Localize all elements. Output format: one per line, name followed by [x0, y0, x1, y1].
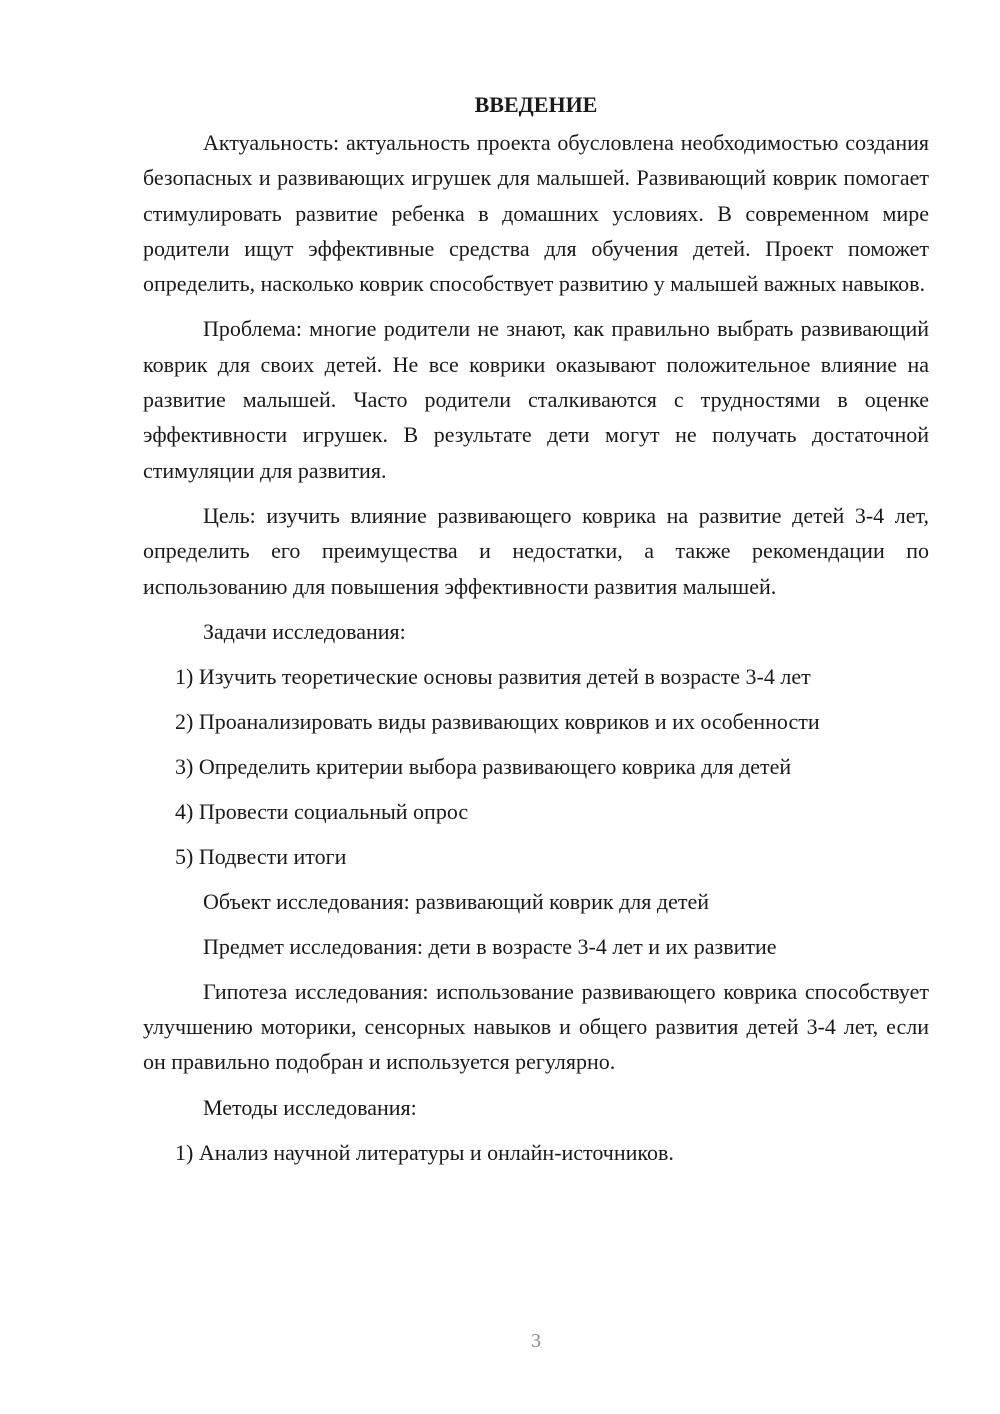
task-item-3: 3) Определить критерии выбора развивающего коврика для детей [175, 753, 792, 779]
task-item-2: 2) Проанализировать виды развивающих ковриков и их особенности [175, 708, 820, 734]
task-item-1: 1) Изучить теоретические основы развития детей в возрасте 3-4 лет [175, 663, 811, 689]
problem-paragraph: Проблема: многие родители не знают, как правильно выбрать развивающий коврик для своих детей. Не все коврики оказывают положительное влияние на развитие малышей. Часто родители сталкиваются с трудностями в оценке эффективности игрушек. В результате дети могут не получать достаточной стимуляции для развития. [143, 316, 929, 483]
methods-heading: Методы исследования: [203, 1094, 417, 1120]
research-subject: Предмет исследования: дети в возрасте 3-4 лет и их развитие [203, 933, 777, 959]
page-title: ВВЕДЕНИЕ [474, 92, 598, 117]
relevance-paragraph: Актуальность: актуальность проекта обусловлена необходимостью создания безопасных и развивающих игрушек для малышей. Развивающий коврик помогает стимулировать развитие ребенка в домашних условиях. В современном мире родители ищут эффективные средства для обучения детей. Проект поможет определить, насколько коврик способствует развитию у малышей важных навыков. [143, 130, 929, 297]
task-item-4: 4) Провести социальный опрос [175, 798, 469, 824]
tasks-heading: Задачи исследования: [203, 618, 406, 644]
document-page [143, 90, 929, 1180]
page-number: 3 [531, 1330, 541, 1352]
hypothesis-paragraph: Гипотеза исследования: использование развивающего коврика способствует улучшению моторики, сенсорных навыков и общего развития детей 3-4 лет, если он правильно подобран и используется регулярно. [143, 978, 929, 1075]
research-object: Объект исследования: развивающий коврик для детей [203, 888, 709, 914]
task-item-5: 5) Подвести итоги [175, 843, 347, 869]
goal-paragraph: Цель: изучить влияние развивающего коврика на развитие детей 3-4 лет, определить его преимущества и недостатки, а также рекомендации по использованию для повышения эффективности развития малышей. [143, 502, 929, 599]
method-item-1: 1) Анализ научной литературы и онлайн-источников. [175, 1139, 674, 1165]
